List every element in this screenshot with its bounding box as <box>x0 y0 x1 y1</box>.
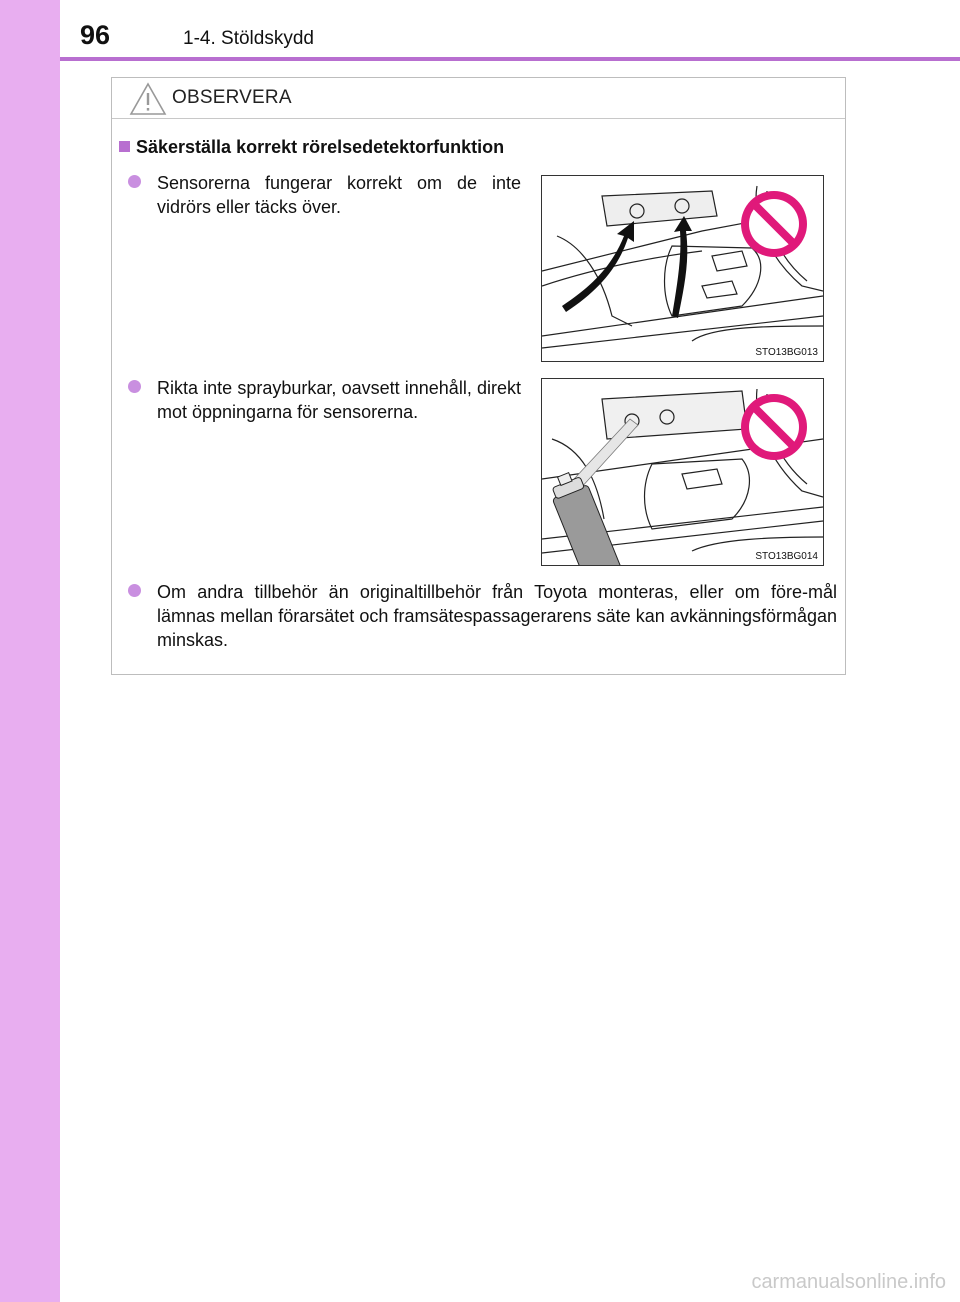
bullet-dot-icon <box>128 584 141 597</box>
illustration-sensor-covered <box>541 175 824 362</box>
caution-item-1: Sensorerna fungerar korrekt om de inte vidrörs eller täcks över. <box>157 173 521 217</box>
caution-header <box>112 78 845 119</box>
warning-triangle-icon <box>129 82 167 116</box>
illustration-code: STO13BG013 <box>755 347 818 358</box>
caution-box <box>111 77 846 675</box>
illustration-code: STO13BG014 <box>755 551 818 562</box>
sensor-cover-drawing <box>542 176 823 361</box>
section-title: 1-4. Stöldskydd <box>183 28 314 49</box>
spray-can-drawing <box>542 379 823 565</box>
caution-subheading <box>119 137 504 158</box>
square-bullet-icon <box>119 141 130 152</box>
caution-label: OBSERVERA <box>172 87 292 108</box>
caution-item-3: Om andra tillbehör än originaltillbehör från Toyota monteras, eller om före-mål lämnas mellan förarsätet och framsätespassagerarens säte kan avkänningsförmågan minskas. <box>157 582 837 650</box>
illustration-spray-can <box>541 378 824 566</box>
side-color-strip <box>0 0 60 1302</box>
bullet-dot-icon <box>128 175 141 188</box>
caution-subheading-text: Säkerställa korrekt rörelsedetektorfunktion <box>136 137 505 157</box>
caution-item-2: Rikta inte sprayburkar, oavsett innehåll, direkt mot öppningarna för sensorerna. <box>157 378 521 422</box>
page-number: 96 <box>80 20 111 50</box>
bullet-dot-icon <box>128 380 141 393</box>
header-rule <box>60 57 960 61</box>
watermark: carmanualsonline.info <box>751 1271 946 1293</box>
